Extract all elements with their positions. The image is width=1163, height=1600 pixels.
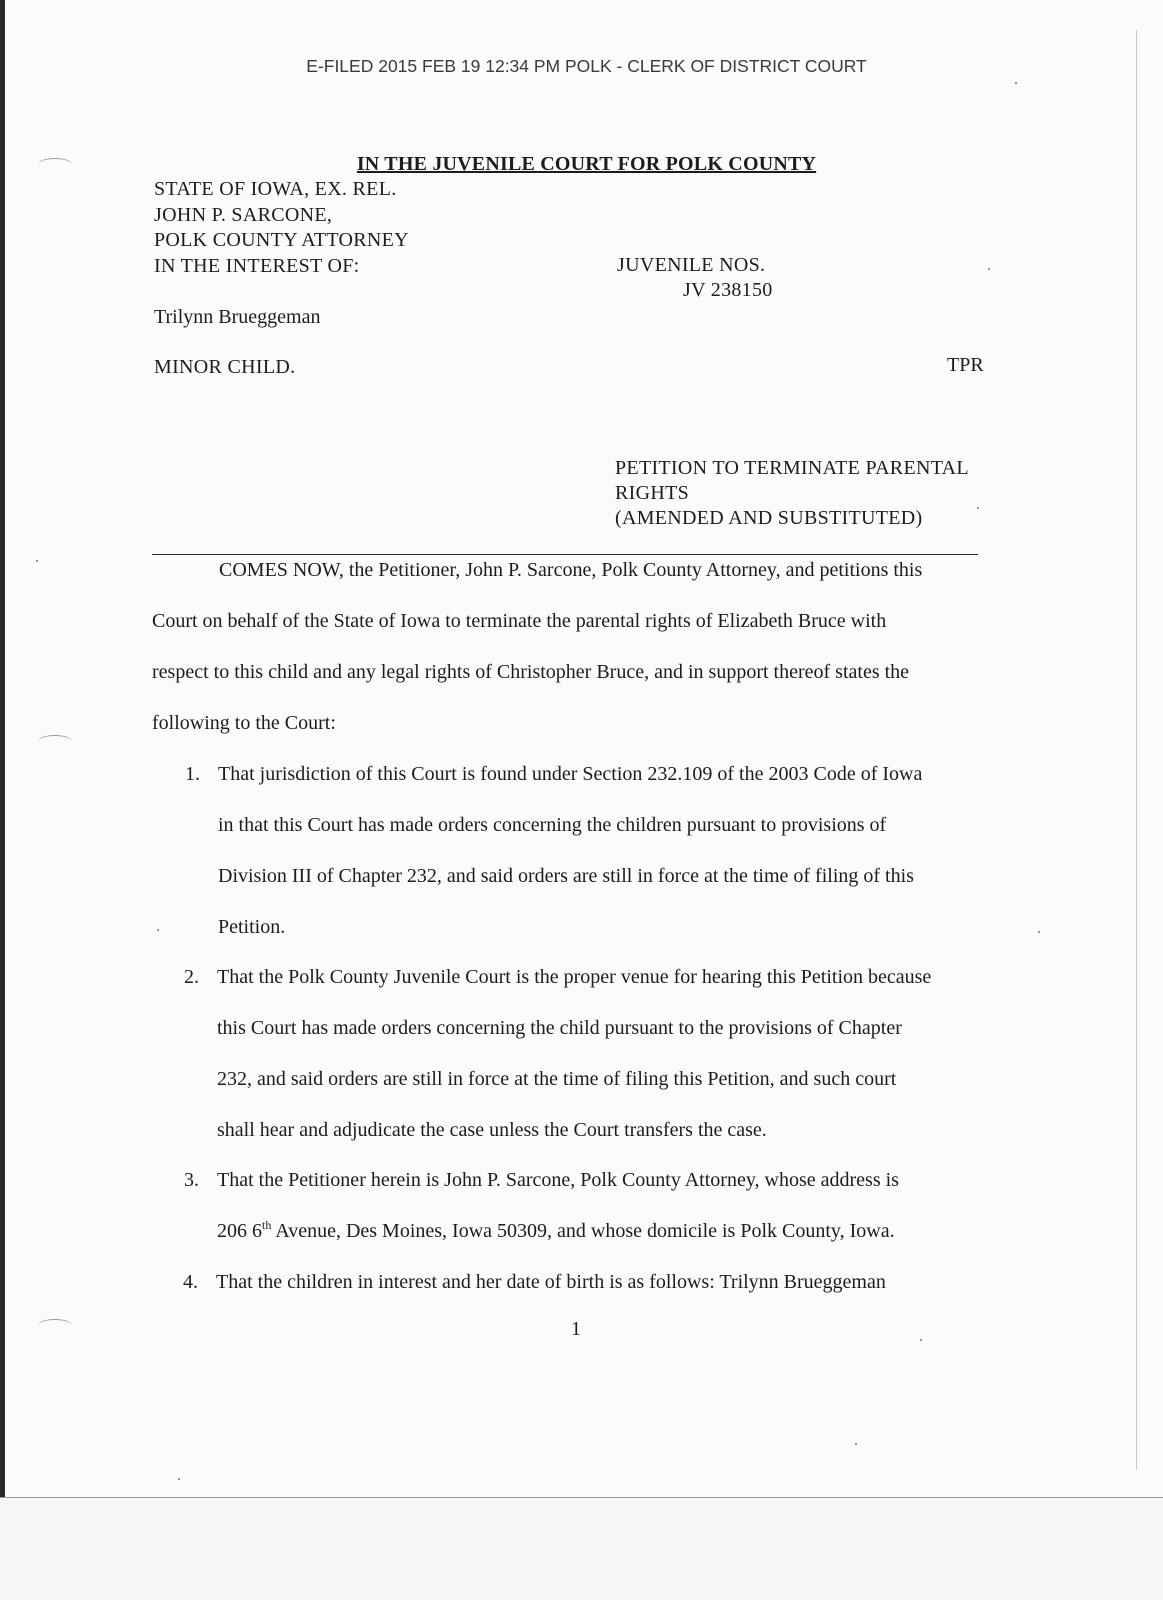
item-line: Petition. <box>218 916 286 938</box>
child-name: Trilynn Brueggeman <box>154 306 321 328</box>
scan-bottom-margin <box>0 1498 1163 1600</box>
caption-line: IN THE INTEREST OF: <box>154 254 360 277</box>
caption-divider <box>152 554 978 555</box>
juvenile-number: JV 238150 <box>683 279 773 301</box>
address-ordinal: th <box>262 1218 272 1232</box>
caption-line: STATE OF IOWA, EX. REL. <box>154 178 397 200</box>
scan-speck <box>1015 82 1017 84</box>
item-line: 232, and said orders are still in force at the time of filing this Petition, and such court <box>217 1068 897 1090</box>
scan-right-edge <box>1136 30 1137 1470</box>
intro-line: Court on behalf of the State of Iowa to terminate the parental rights of Elizabeth Bruce with <box>152 610 887 632</box>
address-line <box>217 1218 895 1244</box>
scan-left-edge <box>0 0 5 1600</box>
hole-punch-mark <box>38 1319 72 1332</box>
scan-bottom-edge <box>0 1497 1163 1498</box>
item-line: That the Polk County Juvenile Court is the proper venue for hearing this Petition because <box>217 966 932 988</box>
item-line: shall hear and adjudicate the case unless the Court transfers the case. <box>217 1119 767 1141</box>
efiled-stamp: E-FILED 2015 FEB 19 12:34 PM POLK - CLERK OF DISTRICT COURT <box>306 56 867 76</box>
scan-speck <box>1038 931 1040 933</box>
petition-title <box>615 455 969 530</box>
petition-title-line: (AMENDED AND SUBSTITUTED) <box>615 507 923 529</box>
scan-speck <box>178 1478 180 1480</box>
petition-title-line: PETITION TO TERMINATE PARENTAL <box>615 457 969 479</box>
minor-child-label: MINOR CHILD. <box>154 356 296 378</box>
scan-speck <box>36 560 38 562</box>
juvenile-label: JUVENILE NOS. <box>617 254 766 276</box>
address-number: 206 6 <box>217 1220 262 1242</box>
item-number: 1. <box>185 763 200 785</box>
item-line: Division III of Chapter 232, and said orders are still in force at the time of filing of this <box>218 865 914 887</box>
scan-speck <box>977 507 979 509</box>
item-line: That jurisdiction of this Court is found under Section 232.109 of the 2003 Code of Iowa <box>218 763 923 785</box>
intro-line: COMES NOW, the Petitioner, John P. Sarcone, Polk County Attorney, and petitions this <box>219 559 923 581</box>
item-line: this Court has made orders concerning the child pursuant to the provisions of Chapter <box>217 1017 902 1039</box>
item-line: in that this Court has made orders concerning the children pursuant to provisions of <box>218 814 887 836</box>
scan-speck <box>920 1339 922 1341</box>
item-number: 4. <box>183 1271 198 1293</box>
court-title: IN THE JUVENILE COURT FOR POLK COUNTY <box>356 153 817 175</box>
caption-parties <box>154 176 409 278</box>
item-number: 3. <box>184 1169 199 1191</box>
scan-speck <box>855 1443 857 1445</box>
intro-line: respect to this child and any legal rights of Christopher Bruce, and in support thereof states the <box>152 661 910 683</box>
caption-line: POLK COUNTY ATTORNEY <box>154 229 409 251</box>
petition-title-line: RIGHTS <box>615 482 690 504</box>
item-number: 2. <box>184 966 199 988</box>
address-rest: Avenue, Des Moines, Iowa 50309, and whose domicile is Polk County, Iowa. <box>271 1220 895 1242</box>
case-type: TPR <box>947 354 984 376</box>
scan-speck <box>157 929 159 931</box>
scan-speck <box>988 268 990 270</box>
caption-line: JOHN P. SARCONE, <box>154 203 333 226</box>
page-number: 1 <box>571 1318 581 1340</box>
intro-line: following to the Court: <box>152 712 336 734</box>
item-line: That the Petitioner herein is John P. Sarcone, Polk County Attorney, whose address is <box>217 1169 899 1191</box>
hole-punch-mark <box>38 735 72 748</box>
item-line: That the children in interest and her date of birth is as follows: Trilynn Brueggeman <box>216 1271 886 1293</box>
